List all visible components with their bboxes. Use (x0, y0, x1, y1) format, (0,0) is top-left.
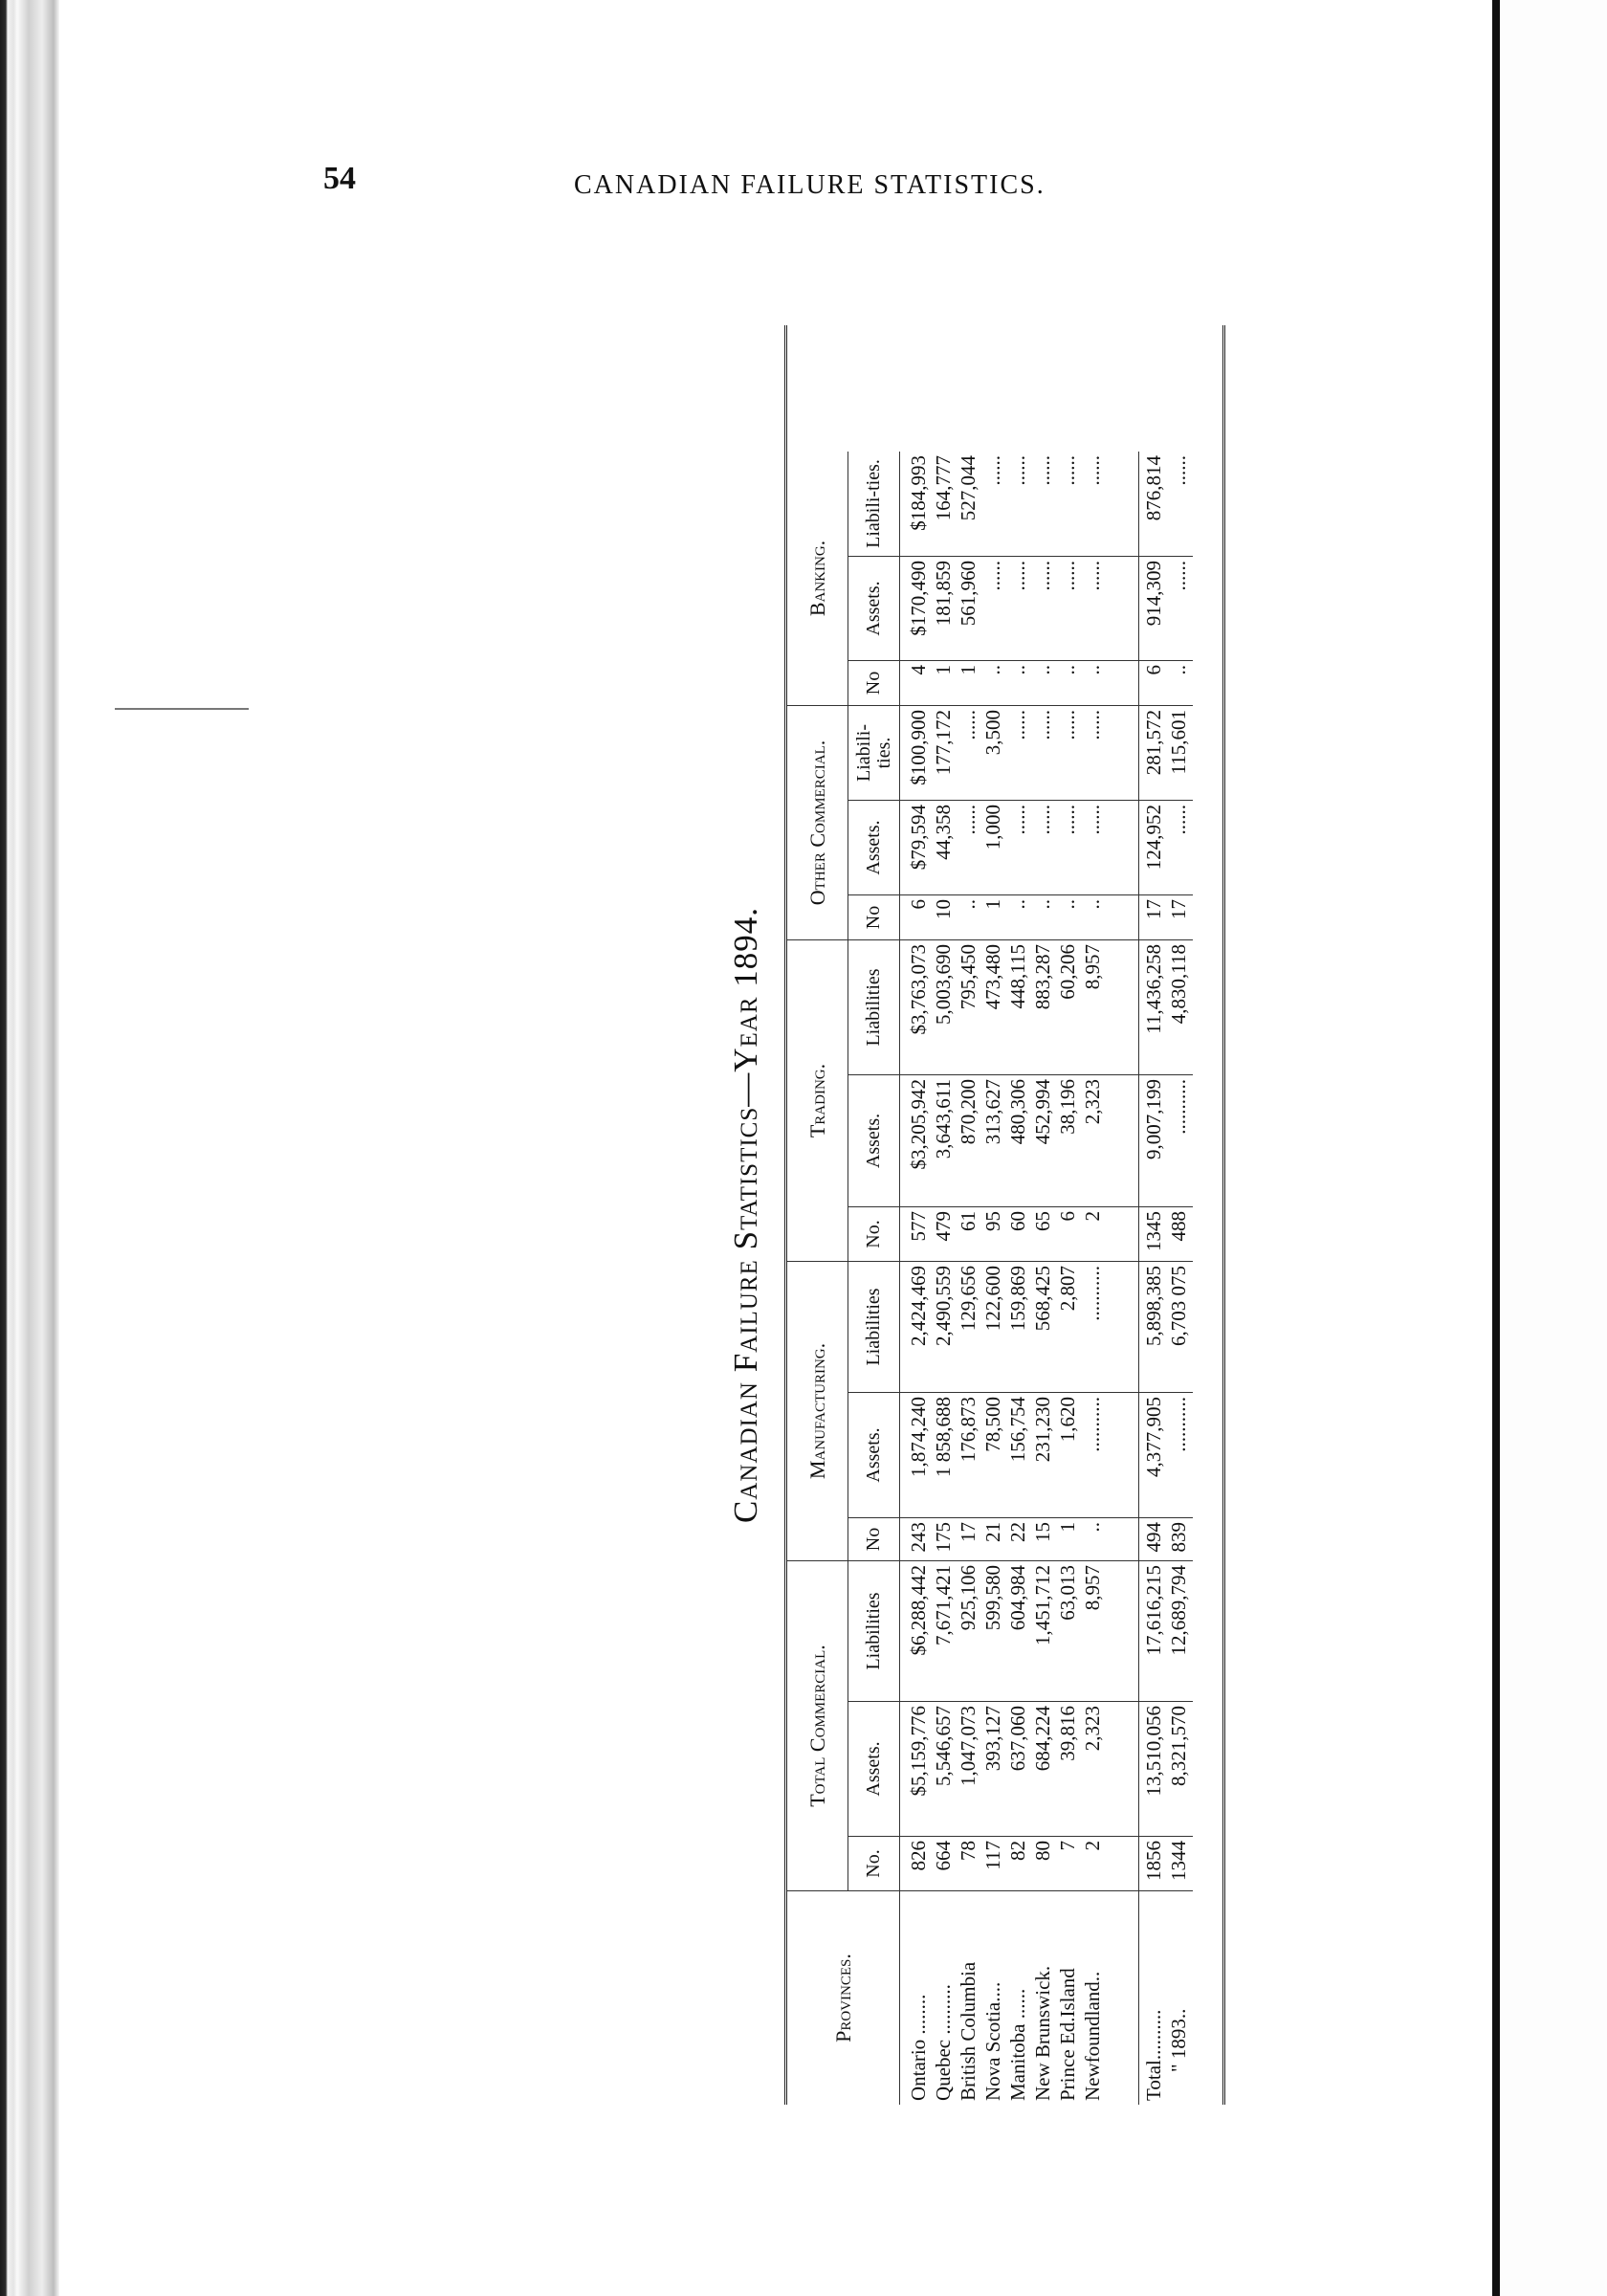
table-cell: 181,859 (932, 561, 955, 627)
oc-liabilities-totals (1139, 705, 1193, 800)
table-cell: .. (1081, 899, 1104, 910)
table-cell: 22 (1006, 1522, 1029, 1542)
bk-no-header: No (848, 660, 900, 705)
table-cell: $184,993 (907, 455, 930, 531)
table-cell: $3,763,073 (907, 944, 930, 1035)
tr-no-column (900, 1206, 1139, 1261)
tr-liabilities-totals (1139, 939, 1193, 1074)
table-cell: 479 (932, 1211, 955, 1242)
table-cell: 577 (907, 1211, 930, 1242)
page-right-edge (1492, 0, 1500, 2296)
trading-header: Trading. (787, 939, 848, 1261)
total-cell: 11,436,258 (1142, 944, 1165, 1034)
bk-liabilities-header: Liabili-ties. (848, 452, 900, 556)
mf-liabilities-totals (1139, 1261, 1193, 1392)
total-cell: ...... (1167, 561, 1190, 591)
table-cell: 38,196 (1056, 1079, 1079, 1135)
table-cell: ........... (1081, 1266, 1104, 1321)
bk-assets-column (900, 556, 1139, 660)
total-cell: 5,898,385 (1142, 1266, 1165, 1346)
bk-liabilities-column (900, 452, 1139, 556)
table-cell: 883,287 (1031, 944, 1054, 1010)
table-cell: 1,874,240 (907, 1397, 930, 1477)
total-cell: 8,321,570 (1167, 1706, 1190, 1786)
table-cell: 2,323 (1081, 1706, 1104, 1752)
table-cell: ...... (1006, 455, 1029, 486)
table-cell: $79,594 (907, 805, 930, 871)
failure-statistics-table (784, 325, 1225, 2105)
table-cell: 78,500 (981, 1397, 1004, 1452)
table-cell: 826 (907, 1841, 930, 1871)
table-cell: 2,490,559 (932, 1266, 955, 1346)
book-binding-edge (0, 0, 59, 2296)
table-cell: ...... (1056, 805, 1079, 835)
table-cell: 61 (957, 1211, 980, 1231)
table-cell: 684,224 (1031, 1706, 1054, 1772)
tr-liabilities-header: Liabilities (848, 939, 900, 1074)
table-cell: 2,807 (1056, 1266, 1079, 1312)
table-cell: 8,957 (1081, 944, 1104, 990)
table-cell: 1 (957, 665, 980, 675)
table-cell: 10 (932, 899, 955, 919)
province-name: Newfoundland.. (1081, 1971, 1104, 2101)
tr-assets-column (900, 1074, 1139, 1206)
mf-liabilities-column (900, 1261, 1139, 1392)
table-cell: 177,172 (932, 710, 955, 776)
oc-assets-header: Assets. (848, 800, 900, 894)
table-cell: 1,451,712 (1031, 1565, 1054, 1645)
table-cell: .. (1081, 1522, 1104, 1533)
total-cell: 6,703 075 (1167, 1266, 1190, 1346)
provinces-header: Provinces. (787, 1890, 900, 2105)
tc-assets-header: Assets. (848, 1701, 900, 1836)
total-commercial-header: Total Commercial. (787, 1560, 848, 1890)
table-cell: $5,159,776 (907, 1706, 930, 1797)
table-cell: 3,500 (981, 710, 1004, 756)
table-cell: 65 (1031, 1211, 1054, 1231)
table-cell: 393,127 (981, 1706, 1004, 1772)
total-cell: 17 (1167, 899, 1190, 919)
table-cell: ...... (981, 561, 1004, 591)
total-cell: 4,377,905 (1142, 1397, 1165, 1477)
table-cell: .. (1031, 665, 1054, 675)
tc-no-column (900, 1836, 1139, 1890)
table-cell: 63,013 (1056, 1565, 1079, 1621)
table-cell: ...... (981, 455, 1004, 486)
table-cell: 44,358 (932, 805, 955, 860)
total-cell: ...... (1167, 805, 1190, 835)
table-cell: 6 (1056, 1211, 1079, 1222)
page-number: 54 (323, 161, 356, 196)
table-cell: ...... (1031, 561, 1054, 591)
province-name: Ontario ........ (907, 1994, 930, 2101)
table-cell: 1 (981, 899, 1004, 910)
mf-no-header: No (848, 1517, 900, 1560)
table-cell: 159,869 (1006, 1266, 1029, 1332)
total-cell: 1344 (1167, 1841, 1190, 1881)
table-cell: 664 (932, 1841, 955, 1871)
total-cell: .. (1167, 665, 1190, 675)
other-commercial-header: Other Commercial. (787, 705, 848, 939)
tr-no-totals (1139, 1206, 1193, 1261)
table-cell: 129,656 (957, 1266, 980, 1332)
table-cell: 1 (932, 665, 955, 675)
mf-assets-totals (1139, 1392, 1193, 1517)
mf-no-totals (1139, 1517, 1193, 1560)
table-cell: $170,490 (907, 561, 930, 636)
table-cell: 561,960 (957, 561, 980, 627)
rotated-statistics-table (713, 325, 1229, 2105)
table-cell: ...... (1081, 455, 1104, 486)
total-cell: 1345 (1142, 1211, 1165, 1251)
province-name: Quebec .......... (932, 1984, 955, 2101)
total-cell: 914,309 (1142, 561, 1165, 627)
stray-mark (115, 708, 249, 710)
table-cell: 1 858,688 (932, 1397, 955, 1477)
table-cell: .. (1056, 899, 1079, 910)
table-cell: 1,047,073 (957, 1706, 980, 1786)
table-cell: 1 (1056, 1522, 1079, 1533)
table-cell: ...... (957, 710, 980, 740)
table-cell: 117 (981, 1841, 1004, 1870)
oc-liabilities-column (900, 705, 1139, 800)
table-cell: ...... (1031, 710, 1054, 740)
table-cell: 243 (907, 1522, 930, 1553)
table-cell: 452,994 (1031, 1079, 1054, 1145)
total-cell: 488 (1167, 1211, 1190, 1242)
mf-assets-column (900, 1392, 1139, 1517)
total-cell: 17 (1142, 899, 1165, 919)
table-cell: ........... (1081, 1397, 1104, 1452)
table-cell: 7,671,421 (932, 1565, 955, 1645)
facing-page-margin (1500, 0, 1607, 2296)
oc-assets-totals (1139, 800, 1193, 894)
tr-assets-totals (1139, 1074, 1193, 1206)
tc-no-header: No. (848, 1836, 900, 1890)
total-cell: 9,007,199 (1142, 1079, 1165, 1159)
table-cell: 599,580 (981, 1565, 1004, 1631)
mf-liabilities-header: Liabilities (848, 1261, 900, 1392)
table-title: Canadian Failure Statistics—Year 1894. (727, 906, 764, 1524)
table-cell: 231,230 (1031, 1397, 1054, 1463)
total-cell: ........... (1167, 1397, 1190, 1452)
table-cell: 527,044 (957, 455, 980, 521)
table-cell: 78 (957, 1841, 980, 1861)
table-cell: 156,754 (1006, 1397, 1029, 1463)
province-name: British Columbia (957, 1961, 980, 2101)
table-cell: 473,480 (981, 944, 1004, 1010)
bk-assets-totals (1139, 556, 1193, 660)
total-cell: 281,572 (1142, 710, 1165, 776)
table-cell: 1,620 (1056, 1397, 1079, 1443)
table-cell: 1,000 (981, 805, 1004, 850)
tc-liabilities-header: Liabilities (848, 1560, 900, 1701)
oc-no-header: No (848, 894, 900, 939)
table-cell: 5,546,657 (932, 1706, 955, 1786)
total-cell: 876,814 (1142, 455, 1165, 521)
totals-labels (1139, 1890, 1193, 2105)
table-cell: ...... (1031, 455, 1054, 486)
table-cell: 2,424,469 (907, 1266, 930, 1346)
table-cell: ...... (1006, 805, 1029, 835)
tc-assets-column (900, 1701, 1139, 1836)
oc-liabilities-header: Liabili-ties. (848, 705, 900, 800)
table-cell: 795,450 (957, 944, 980, 1010)
table-cell: ...... (1081, 805, 1104, 835)
table-cell: ...... (1081, 710, 1104, 740)
tc-assets-totals (1139, 1701, 1193, 1836)
table-cell: 176,873 (957, 1397, 980, 1463)
total-cell: 17,616,215 (1142, 1565, 1165, 1656)
table-cell: 5,003,690 (932, 944, 955, 1025)
table-cell: 448,115 (1006, 944, 1029, 1009)
provinces-column (900, 1890, 1139, 2105)
table-cell: 95 (981, 1211, 1004, 1231)
table-cell: 2 (1081, 1211, 1104, 1222)
table-cell: $100,900 (907, 710, 930, 785)
table-cell: ...... (1031, 805, 1054, 835)
table-cell: ...... (1006, 561, 1029, 591)
running-title: CANADIAN FAILURE STATISTICS. (574, 170, 1046, 200)
table-cell: 7 (1056, 1841, 1079, 1851)
table-cell: 4 (907, 665, 930, 675)
bk-no-column (900, 660, 1139, 705)
total-cell: 1856 (1142, 1841, 1165, 1881)
table-cell: .. (981, 665, 1004, 675)
table-cell: 17 (957, 1522, 980, 1542)
total-cell: ........... (1167, 1079, 1190, 1135)
table-cell: 60,206 (1056, 944, 1079, 1000)
table-cell: 313,627 (981, 1079, 1004, 1145)
table-cell: 21 (981, 1522, 1004, 1542)
table-cell: ...... (957, 805, 980, 835)
table-cell: 175 (932, 1522, 955, 1553)
oc-assets-column (900, 800, 1139, 894)
total-cell: 6 (1142, 665, 1165, 675)
table-cell: 3,643,611 (932, 1079, 955, 1159)
province-name: New Brunswick. (1031, 1965, 1054, 2101)
banking-header: Banking. (787, 452, 848, 705)
table-cell: 164,777 (932, 455, 955, 521)
table-cell: $6,288,442 (907, 1565, 930, 1656)
total-cell: 124,952 (1142, 805, 1165, 871)
tr-liabilities-column (900, 939, 1139, 1074)
total-cell: 13,510,056 (1142, 1706, 1165, 1797)
total-cell: ...... (1167, 455, 1190, 486)
mf-assets-header: Assets. (848, 1392, 900, 1517)
province-name: Manitoba ...... (1006, 1988, 1029, 2101)
year-1893-label: " 1893.. (1167, 2008, 1190, 2072)
table-cell: 82 (1006, 1841, 1029, 1861)
table-cell: 925,106 (957, 1565, 980, 1631)
table-cell: 870,200 (957, 1079, 980, 1145)
total-cell: 494 (1142, 1522, 1165, 1553)
oc-no-column (900, 894, 1139, 939)
mf-no-column (900, 1517, 1139, 1560)
table-cell: 2,323 (1081, 1079, 1104, 1125)
table-cell: ...... (1056, 561, 1079, 591)
table-cell: 2 (1081, 1841, 1104, 1851)
table-cell: 568,425 (1031, 1266, 1054, 1332)
table-cell: 80 (1031, 1841, 1054, 1861)
table-cell: $3,205,942 (907, 1079, 930, 1170)
table-cell: 39,816 (1056, 1706, 1079, 1761)
table-cell: ...... (1056, 455, 1079, 486)
tr-no-header: No. (848, 1206, 900, 1261)
table-cell: 480,306 (1006, 1079, 1029, 1145)
manufacturing-header: Manufacturing. (787, 1261, 848, 1560)
tc-liabilities-totals (1139, 1560, 1193, 1701)
table-cell: 8,957 (1081, 1565, 1104, 1611)
table-cell: .. (1056, 665, 1079, 675)
total-label: Total.......... (1142, 2009, 1165, 2101)
province-name: Nova Scotia.... (981, 1981, 1004, 2101)
province-name: Prince Ed.Island (1056, 1968, 1079, 2101)
tc-no-totals (1139, 1836, 1193, 1890)
bk-liabilities-totals (1139, 452, 1193, 556)
total-cell: 12,689,794 (1167, 1565, 1190, 1656)
total-cell: 839 (1167, 1522, 1190, 1553)
tr-assets-header: Assets. (848, 1074, 900, 1206)
table-cell: ...... (1056, 710, 1079, 740)
table-cell: .. (1031, 899, 1054, 910)
total-cell: 115,601 (1167, 710, 1190, 775)
table-cell: 637,060 (1006, 1706, 1029, 1772)
oc-no-totals (1139, 894, 1193, 939)
table-cell: 15 (1031, 1522, 1054, 1542)
table-cell: .. (1006, 899, 1029, 910)
table-cell: 60 (1006, 1211, 1029, 1231)
table-cell: .. (1081, 665, 1104, 675)
table-cell: .. (957, 899, 980, 910)
bk-assets-header: Assets. (848, 556, 900, 660)
table-cell: 122,600 (981, 1266, 1004, 1332)
table-cell: .. (1006, 665, 1029, 675)
table-cell: ...... (1081, 561, 1104, 591)
table-cell: 6 (907, 899, 930, 910)
tc-liabilities-column (900, 1560, 1139, 1701)
table-cell: ...... (1006, 710, 1029, 740)
total-cell: 4,830,118 (1167, 944, 1190, 1025)
table-cell: 604,984 (1006, 1565, 1029, 1631)
bk-no-totals (1139, 660, 1193, 705)
